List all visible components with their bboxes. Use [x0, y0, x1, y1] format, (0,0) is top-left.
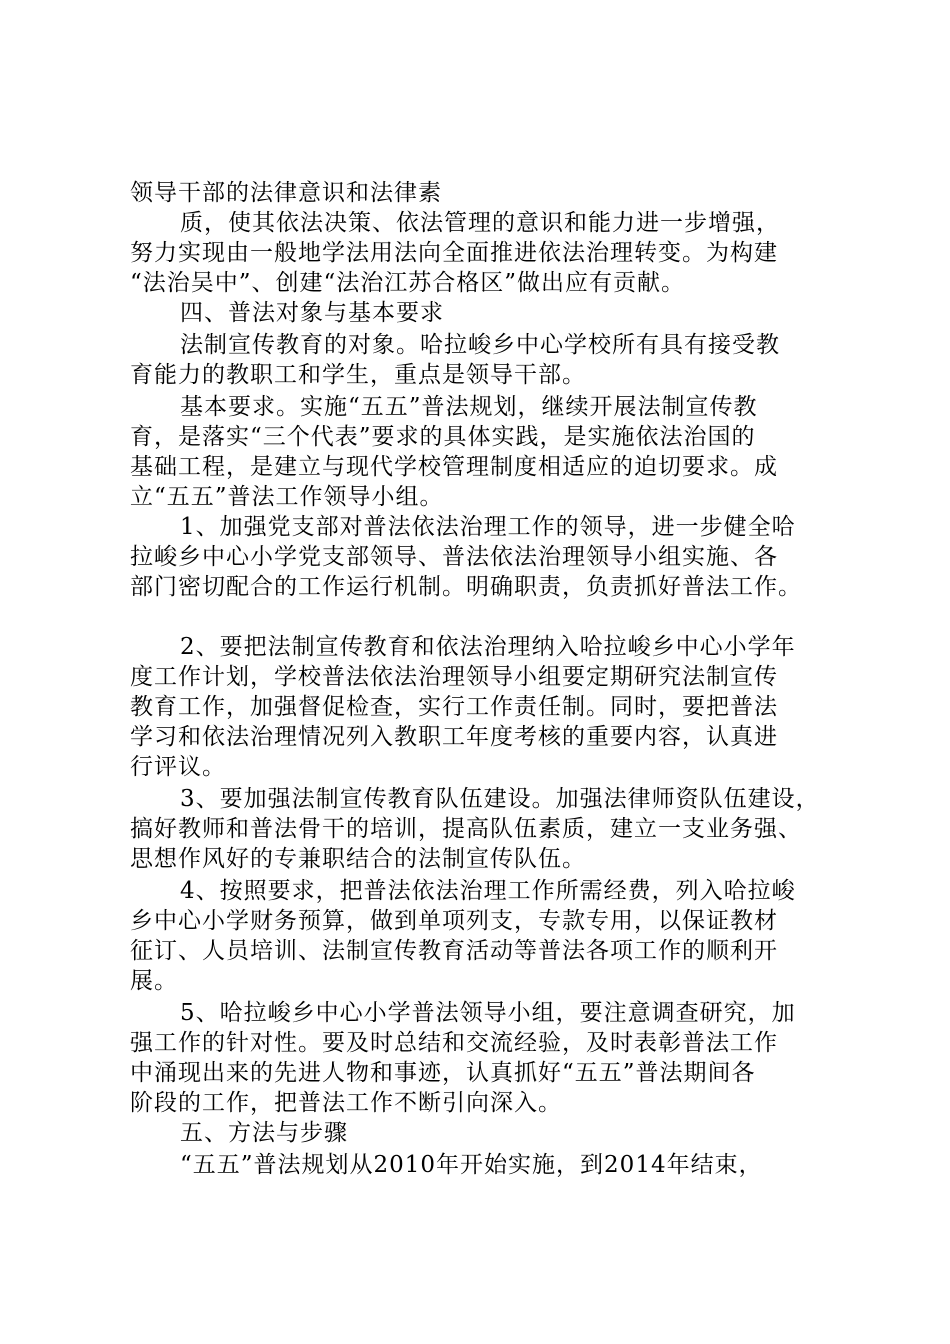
- text-line: 度工作计划，学校普法依法治理领导小组要定期研究法制宣传: [130, 664, 778, 690]
- text-line: 法制宣传教育的对象。哈拉峻乡中心学校所有具有接受教: [180, 332, 780, 358]
- text-line: 搞好教师和普法骨干的培训，提高队伍素质，建立一支业务强、: [130, 816, 802, 842]
- text-line: 立“五五”普法工作领导小组。: [130, 484, 444, 510]
- text-line: 强工作的针对性。要及时总结和交流经验，及时表彰普法工作: [130, 1030, 778, 1056]
- text-line: 教育工作，加强督促检查，实行工作责任制。同时，要把普法: [130, 694, 778, 720]
- text-line: 展。: [130, 968, 178, 994]
- text-line: 5、哈拉峻乡中心小学普法领导小组，要注意调查研究，加: [180, 1000, 796, 1026]
- text-line: 阶段的工作，把普法工作不断引向深入。: [130, 1090, 562, 1116]
- text-line: 4、按照要求，把普法依法治理工作所需经费，列入哈拉峻: [180, 878, 796, 904]
- text-line: 基本要求。实施“五五”普法规划，继续开展法制宣传教: [180, 394, 758, 420]
- text-line: “五五”普法规划从2010年开始实施，到2014年结束，: [180, 1152, 763, 1178]
- text-line: 1、加强党支部对普法依法治理工作的领导，进一步健全哈: [180, 514, 796, 540]
- text-line: 育能力的教职工和学生，重点是领导干部。: [130, 362, 586, 388]
- text-line: 努力实现由一般地学法用法向全面推进依法治理转变。为构建: [130, 240, 778, 266]
- text-line: 拉峻乡中心小学党支部领导、普法依法治理领导小组实施、各: [130, 544, 778, 570]
- text-line: 2、要把法制宣传教育和依法治理纳入哈拉峻乡中心小学年: [180, 634, 796, 660]
- text-line: 乡中心小学财务预算，做到单项列支，专款专用，以保证教材: [130, 908, 778, 934]
- text-line: 学习和依法治理情况列入教职工年度考核的重要内容，认真进: [130, 724, 778, 750]
- text-line: 征订、人员培训、法制宣传教育活动等普法各项工作的顺利开: [130, 938, 778, 964]
- text-line: 质，使其依法决策、依法管理的意识和能力进一步增强，: [180, 210, 780, 236]
- text-line: 领导干部的法律意识和法律素: [130, 180, 442, 206]
- text-line: 行评议。: [130, 754, 226, 780]
- section-heading: 五、方法与步骤: [180, 1120, 348, 1146]
- text-line: 基础工程，是建立与现代学校管理制度相适应的迫切要求。成: [130, 454, 778, 480]
- text-line: 中涌现出来的先进人物和事迹，认真抓好“五五”普法期间各: [130, 1060, 756, 1086]
- text-line: “法治吴中”、创建“法治江苏合格区”做出应有贡献。: [130, 270, 686, 296]
- text-line: 育，是落实“三个代表”要求的具体实践，是实施依法治国的: [130, 424, 756, 450]
- text-line: 部门密切配合的工作运行机制。明确职责，负责抓好普法工作。: [130, 574, 802, 600]
- text-line: 3、要加强法制宣传教育队伍建设。加强法律师资队伍建设，: [180, 786, 820, 812]
- section-heading: 四、普法对象与基本要求: [180, 300, 444, 326]
- text-line: 思想作风好的专兼职结合的法制宣传队伍。: [130, 846, 586, 872]
